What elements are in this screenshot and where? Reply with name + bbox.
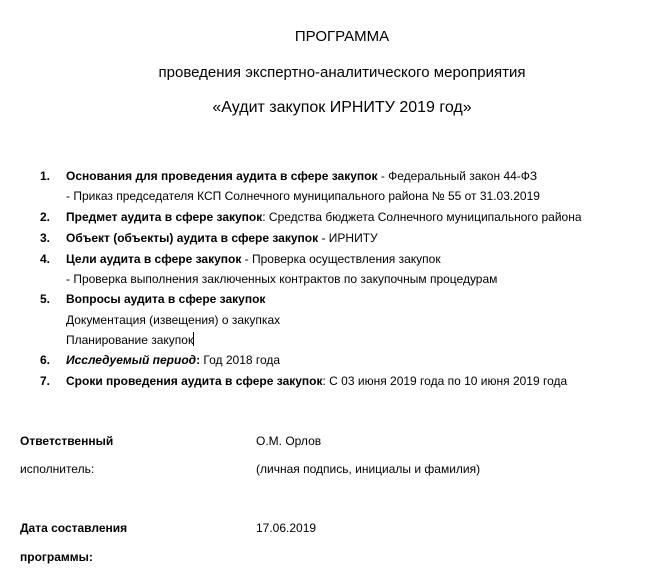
item-number: 1.: [40, 169, 51, 183]
item-label: Исследуемый период: [66, 353, 197, 367]
responsible-label-2: исполнитель:: [20, 462, 95, 476]
item-text: : С 03 июня 2019 года по 10 июня 2019 года: [322, 374, 568, 388]
list-item: [40, 230, 378, 246]
item-text: - ИРНИТУ: [318, 231, 378, 245]
item-subtext: - Проверка выполнения заключенных контрактов по закупочным процедурам: [66, 272, 498, 286]
list-item: [40, 291, 265, 307]
item-label: Вопросы аудита в сфере закупок: [66, 292, 266, 306]
item-number: 2.: [40, 210, 51, 224]
item-number: 5.: [40, 292, 51, 306]
item-label: Предмет аудита в сфере закупок: [66, 210, 263, 224]
item-number: 7.: [40, 374, 51, 388]
item-text: : Средства бюджета Солнечного муниципального района: [262, 210, 582, 224]
item-number: 3.: [40, 231, 51, 245]
signature-hint: (личная подпись, инициалы и фамилия): [256, 462, 481, 476]
item-label: Объект (объекты) аудита в сфере закупок: [66, 231, 319, 245]
item-number: 4.: [40, 252, 51, 266]
item-text: - Федеральный закон 44-ФЗ: [377, 169, 538, 183]
date-value: 17.06.2019: [256, 521, 317, 535]
item-label: Сроки проведения аудита в сфере закупок: [66, 374, 323, 388]
item-label-suffix: :: [196, 353, 201, 367]
list-item: [40, 209, 582, 225]
item-number: 6.: [40, 353, 51, 367]
date-label-2: программы:: [20, 550, 93, 564]
item-subtext-editable[interactable]: [66, 332, 194, 348]
list-item: [40, 168, 537, 184]
item-subtext: Планирование закупок: [66, 333, 194, 347]
item-text: Год 2018 года: [200, 353, 281, 367]
responsible-name: О.М. Орлов: [256, 434, 322, 448]
document-subtitle: проведения экспертно-аналитического мероприятия: [158, 64, 526, 81]
list-item: [40, 352, 280, 368]
item-subtext: - Приказ председателя КСП Солнечного муниципального района № 55 от 31.03.2019: [66, 189, 540, 203]
responsible-label: Ответственный: [20, 434, 114, 448]
item-label: Цели аудита в сфере закупок: [66, 252, 242, 266]
item-text: - Проверка осуществления закупок: [241, 252, 441, 266]
list-item: [40, 251, 441, 267]
item-label: Основания для проведения аудита в сфере закупок: [66, 169, 378, 183]
document-title: ПРОГРАММА: [294, 28, 390, 45]
item-subtext: Документация (извещения) о закупках: [66, 313, 281, 327]
text-cursor: [193, 332, 194, 346]
audit-name: «Аудит закупок ИРНИТУ 2019 год»: [212, 99, 472, 116]
date-label: Дата составления: [20, 521, 128, 535]
list-item: [40, 373, 567, 389]
